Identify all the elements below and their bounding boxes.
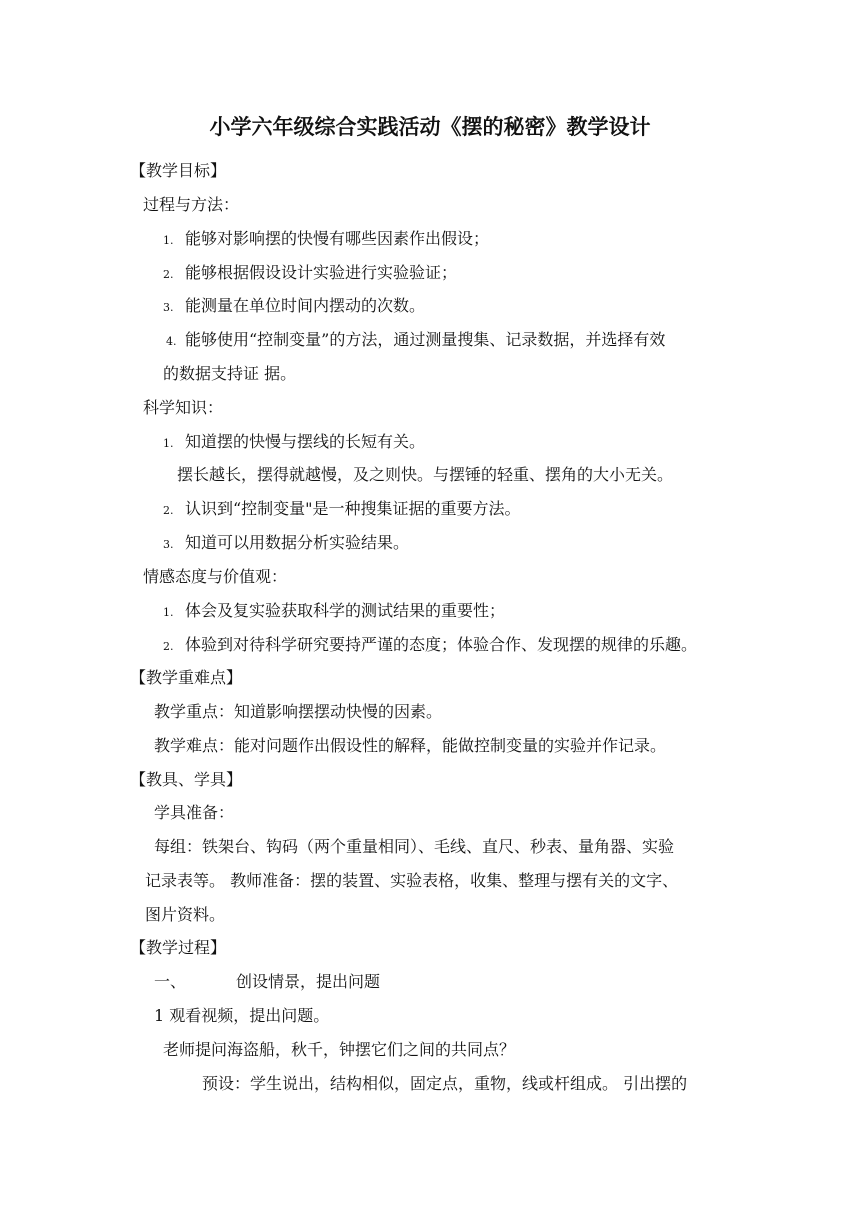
section-heading-tools: 【教具、学具】 bbox=[130, 770, 243, 789]
keypoint-difficulty: 教学难点：能对问题作出假设性的解释，能做控制变量的实验并作记录。 bbox=[154, 736, 667, 755]
list-text: 知道摆的快慢与摆线的长短有关。 bbox=[185, 432, 426, 451]
section-heading-keypoints: 【教学重难点】 bbox=[130, 668, 243, 687]
list-text: 认识到“控制变量"是一种搜集证据的重要方法。 bbox=[185, 499, 521, 518]
list-number: 1. bbox=[163, 234, 174, 247]
list-item bbox=[163, 634, 697, 658]
step-title: 创设情景，提出问题 bbox=[236, 972, 381, 991]
tools-line: 图片资料。 bbox=[145, 905, 226, 924]
list-text: 体会及复实验获取科学的测试结果的重要性； bbox=[185, 601, 506, 620]
list-text: 体验到对待科学研究要持严谨的态度；体验合作、发现摆的规律的乐趣。 bbox=[185, 635, 698, 654]
list-text: 能够根据假设设计实验进行实验验证； bbox=[185, 263, 458, 282]
list-number: 3. bbox=[163, 301, 174, 314]
tools-line: 每组：铁架台、钩码（两个重量相同）、毛线、直尺、秒表、量角器、实验 bbox=[154, 837, 675, 856]
list-number: 1. bbox=[163, 437, 174, 450]
list-item-continuation: 的数据支持证 据。 bbox=[163, 364, 297, 383]
list-text: 知道可以用数据分析实验结果。 bbox=[185, 533, 410, 552]
list-number: 2. bbox=[163, 268, 174, 281]
list-text: 能测量在单位时间内摆动的次数。 bbox=[185, 296, 426, 315]
list-item bbox=[163, 498, 521, 522]
list-text: 能够对影响摆的快慢有哪些因素作出假设； bbox=[185, 229, 490, 248]
tools-line: 记录表等。 教师准备：摆的装置、实验表格，收集、整理与摆有关的文字、 bbox=[145, 871, 679, 890]
list-number: 2. bbox=[163, 640, 174, 653]
list-number: 1. bbox=[163, 606, 174, 619]
preset-answer: 预设：学生说出，结构相似，固定点，重物，线或杆组成。 引出摆的 bbox=[202, 1074, 688, 1093]
list-item-continuation: 摆长越长，摆得就越慢，及之则快。与摆锤的轻重、摆角的大小无关。 bbox=[177, 465, 674, 484]
list-number: 2. bbox=[163, 504, 174, 517]
list-item bbox=[163, 431, 425, 455]
document-title: 小学六年级综合实践活动《摆的秘密》教学设计 bbox=[209, 114, 651, 139]
list-item bbox=[163, 262, 457, 286]
section-heading-goals: 【教学目标】 bbox=[130, 161, 227, 180]
section-heading-process: 【教学过程】 bbox=[130, 938, 227, 957]
list-item bbox=[163, 600, 505, 624]
tools-student-label: 学具准备： bbox=[154, 803, 235, 822]
list-item bbox=[163, 532, 409, 556]
list-text: 能够使用“控制变量”的方法，通过测量搜集、记录数据，并选择有效 bbox=[185, 330, 666, 349]
list-number: 4. bbox=[166, 335, 177, 348]
subheading-emotion-values: 情感态度与价值观： bbox=[143, 567, 288, 586]
subheading-science-knowledge: 科学知识： bbox=[143, 398, 224, 417]
subheading-process-methods: 过程与方法： bbox=[143, 195, 240, 214]
list-number: 3. bbox=[163, 538, 174, 551]
list-item bbox=[163, 295, 425, 319]
keypoint-focus: 教学重点：知道影响摆摆动快慢的因素。 bbox=[154, 702, 443, 721]
step-subheading: 1 观看视频，提出问题。 bbox=[154, 1006, 330, 1025]
teacher-question: 老师提问海盗船，秋千，钟摆它们之间的共同点？ bbox=[163, 1040, 516, 1059]
step-number: 一、 bbox=[154, 972, 187, 991]
list-item bbox=[163, 228, 489, 252]
list-item bbox=[166, 329, 665, 353]
